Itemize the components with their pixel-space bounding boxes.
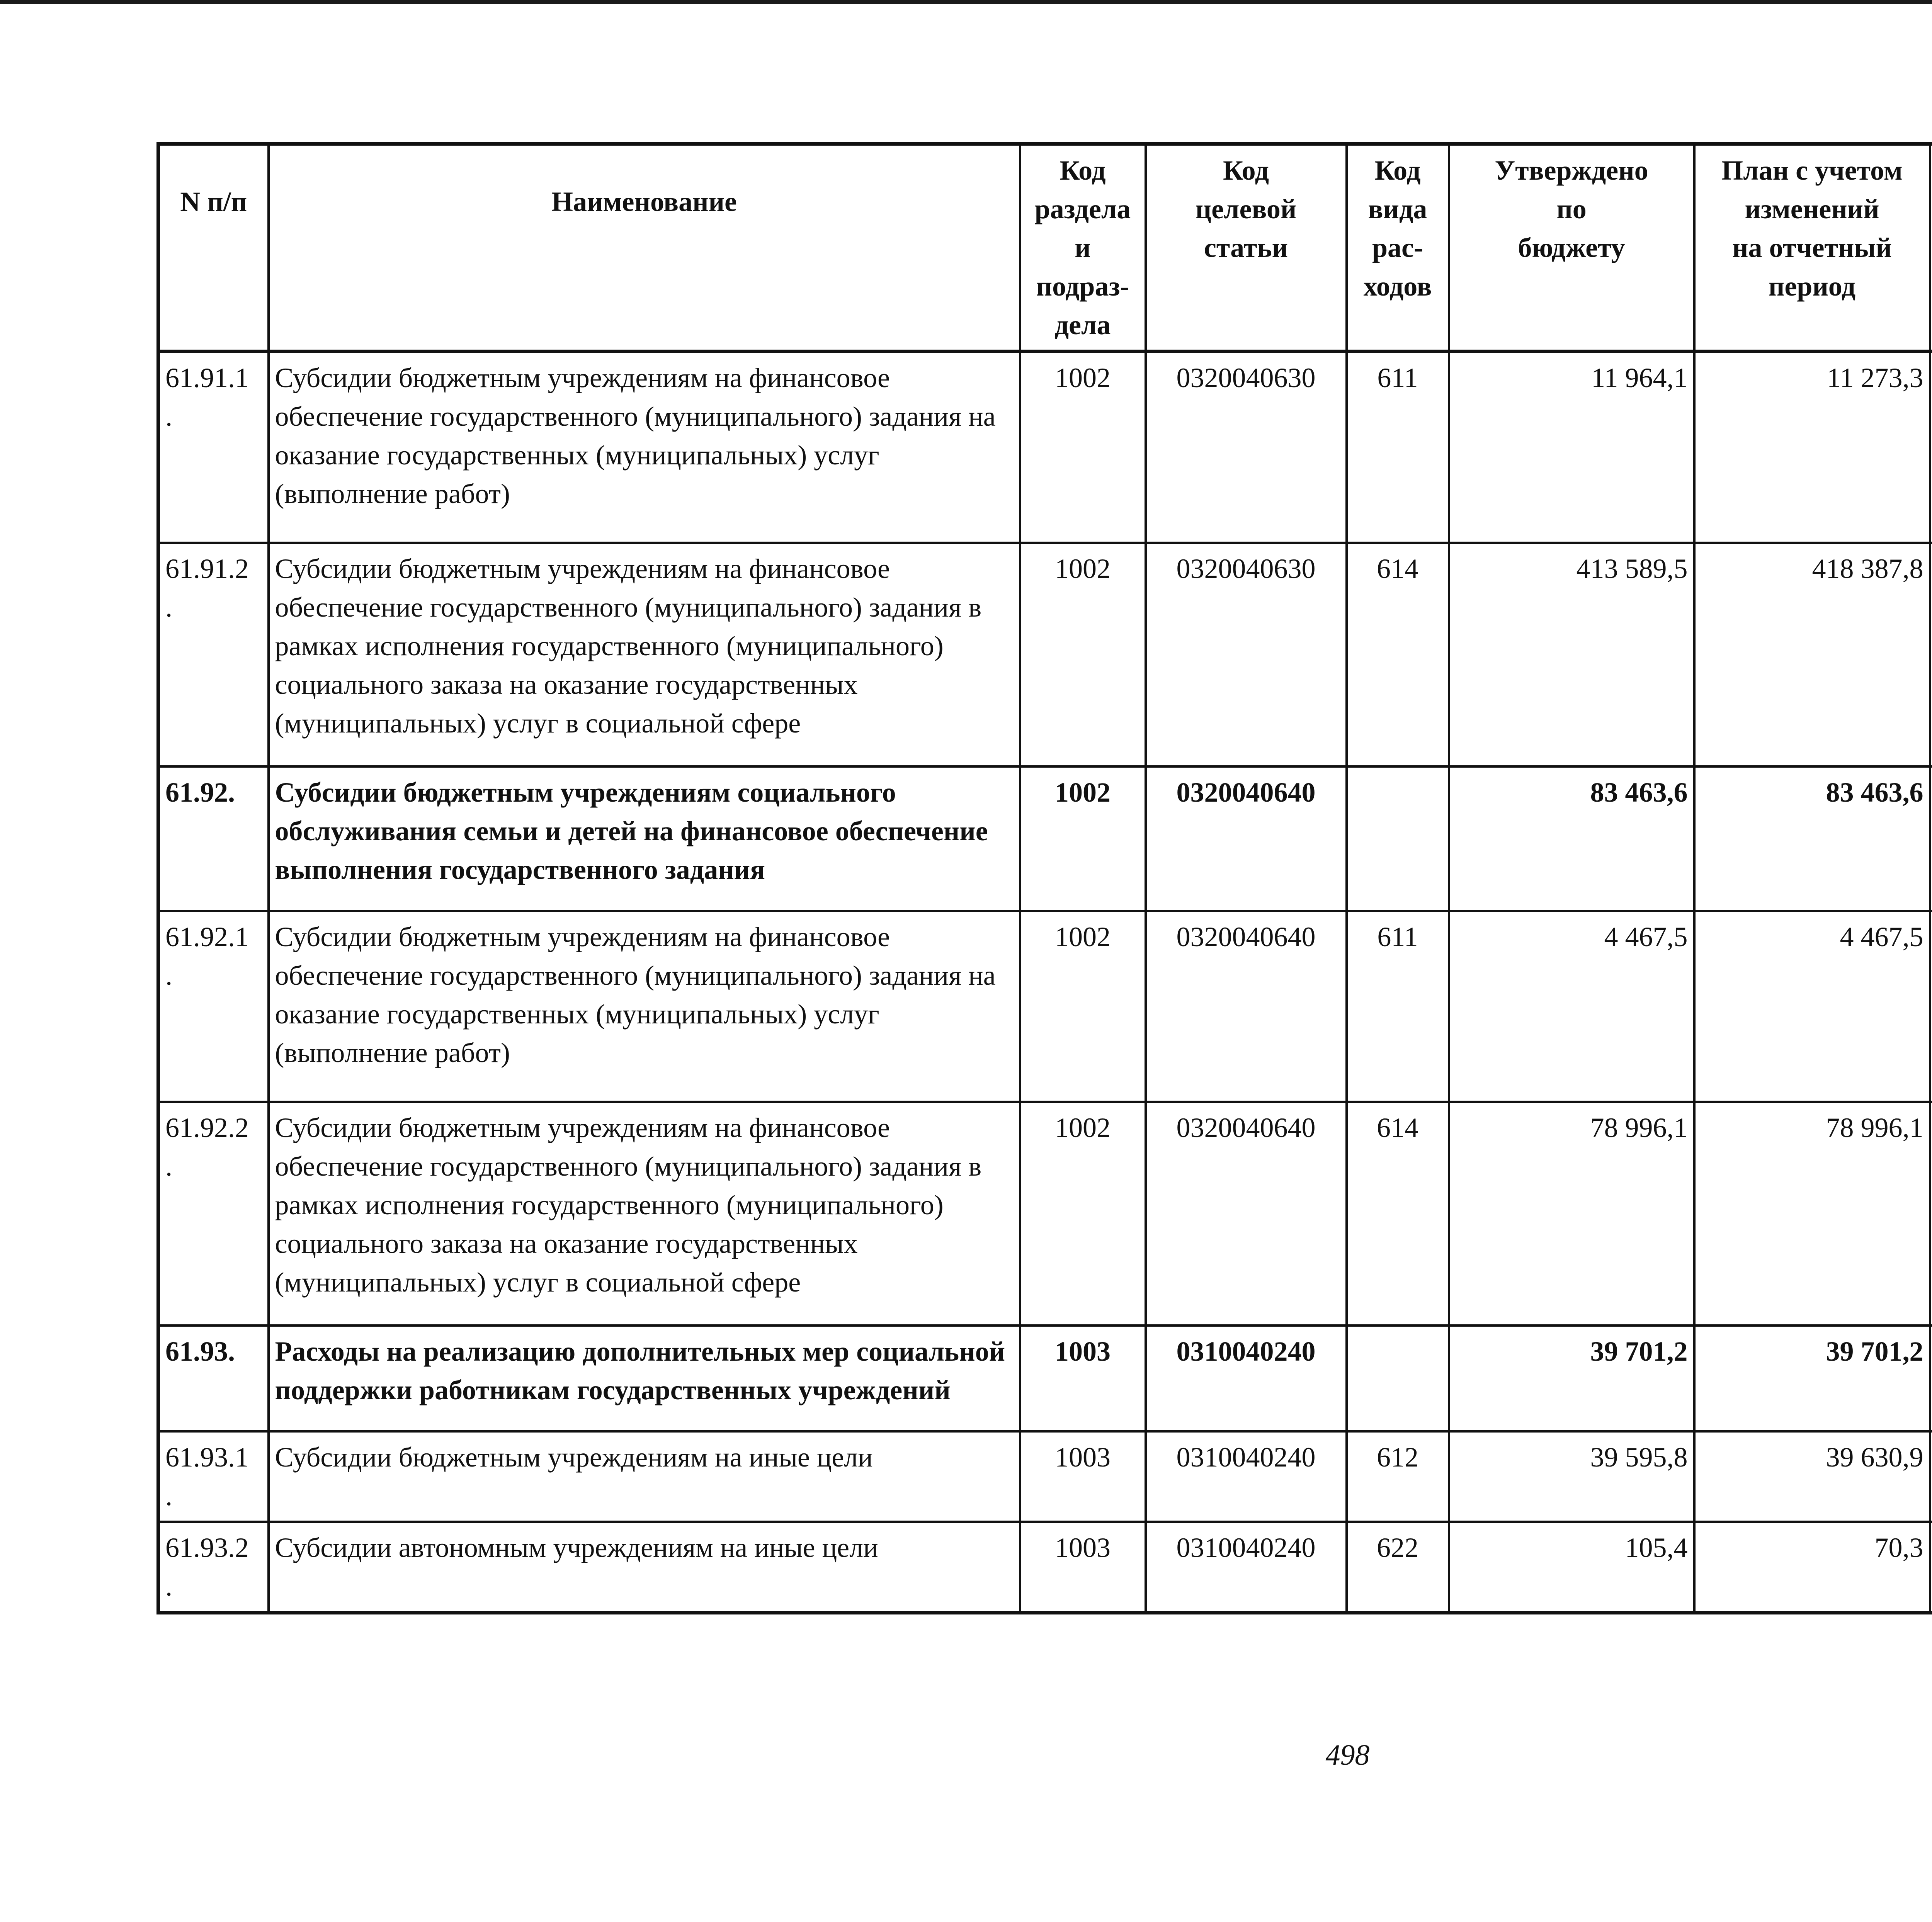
table-row (158, 1326, 1932, 1431)
row-target-code: 0310040240 (1146, 1522, 1347, 1613)
row-plan: 70,3 (1694, 1522, 1930, 1613)
row-target-code: 0320040640 (1146, 1102, 1347, 1326)
row-section-code: 1002 (1020, 911, 1146, 1102)
table-row (158, 911, 1932, 1102)
row-target-code: 0320040630 (1146, 543, 1347, 766)
header-index: N п/п (158, 144, 269, 352)
row-section-code: 1003 (1020, 1431, 1146, 1522)
row-executed (1930, 1326, 1932, 1431)
row-index: 61.93.1 . (158, 1431, 269, 1522)
row-index: 61.91.1 . (158, 352, 269, 543)
header-target-code: Код целевой статьи (1146, 144, 1347, 352)
row-section-code: 1003 (1020, 1326, 1146, 1431)
row-name: Субсидии бюджетным учреждениям на финансовое обеспечение государственного (муниципального) задания в рамках исполнения государственного (муниципального) социального заказа на оказание государственных (муниципальных) услуг в социальной сфере (269, 543, 1020, 766)
row-name: Субсидии бюджетным учреждениям на финансовое обеспечение государственного (муниципального) задания на оказание государственных (муниципальных) услуг (выполнение работ) (269, 911, 1020, 1102)
row-name: Субсидии бюджетным учреждениям на финансовое обеспечение государственного (муниципального) задания в рамках исполнения государственного (муниципального) социального заказа на оказание государственных (муниципальных) услуг в социальной сфере (269, 1102, 1020, 1326)
row-target-code: 0320040640 (1146, 911, 1347, 1102)
header-section-code: Код раздела и подраз- дела (1020, 144, 1146, 352)
row-expense-code (1347, 766, 1449, 911)
scan-edge-top (0, 0, 1932, 4)
row-approved: 39 701,2 (1449, 1326, 1694, 1431)
table-row (158, 543, 1932, 766)
row-plan: 78 996,1 (1694, 1102, 1930, 1326)
row-approved: 105,4 (1449, 1522, 1694, 1613)
row-expense-code (1347, 1326, 1449, 1431)
row-target-code: 0320040630 (1146, 352, 1347, 543)
header-approved: Утверждено по бюджету (1449, 144, 1694, 352)
row-target-code: 0320040640 (1146, 766, 1347, 911)
row-section-code: 1002 (1020, 1102, 1146, 1326)
header-plan: План с учетом изменений на отчетный период (1694, 144, 1930, 352)
row-executed (1930, 911, 1932, 1102)
table-row (158, 352, 1932, 543)
row-target-code: 0310040240 (1146, 1431, 1347, 1522)
row-target-code: 0310040240 (1146, 1326, 1347, 1431)
table-row (158, 1522, 1932, 1613)
row-approved: 83 463,6 (1449, 766, 1694, 911)
row-plan: 39 701,2 (1694, 1326, 1930, 1431)
row-index: 61.91.2 . (158, 543, 269, 766)
row-expense-code: 622 (1347, 1522, 1449, 1613)
table-row (158, 1431, 1932, 1522)
row-plan: 4 467,5 (1694, 911, 1930, 1102)
row-section-code: 1003 (1020, 1522, 1146, 1613)
budget-execution-table (156, 142, 1932, 1614)
row-name: Субсидии автономным учреждениям на иные цели (269, 1522, 1020, 1613)
row-expense-code: 611 (1347, 352, 1449, 543)
row-index: 61.92. (158, 766, 269, 911)
row-executed (1930, 766, 1932, 911)
page-number: 498 (1325, 1739, 1370, 1771)
header-executed (1930, 144, 1932, 352)
table-row (158, 1102, 1932, 1326)
row-expense-code: 612 (1347, 1431, 1449, 1522)
row-index: 61.93.2 . (158, 1522, 269, 1613)
row-approved: 11 964,1 (1449, 352, 1694, 543)
row-executed (1930, 352, 1932, 543)
row-section-code: 1002 (1020, 543, 1146, 766)
row-approved: 78 996,1 (1449, 1102, 1694, 1326)
row-plan: 11 273,3 (1694, 352, 1930, 543)
row-plan: 39 630,9 (1694, 1431, 1930, 1522)
row-expense-code: 614 (1347, 1102, 1449, 1326)
row-expense-code: 614 (1347, 543, 1449, 766)
table-row (158, 766, 1932, 911)
row-expense-code: 611 (1347, 911, 1449, 1102)
row-section-code: 1002 (1020, 352, 1146, 543)
row-name: Расходы на реализацию дополнительных мер социальной поддержки работникам государственных учреждений (269, 1326, 1020, 1431)
row-approved: 413 589,5 (1449, 543, 1694, 766)
row-name: Субсидии бюджетным учреждениям социального обслуживания семьи и детей на финансовое обеспечение выполнения государственного задания (269, 766, 1020, 911)
row-name: Субсидии бюджетным учреждениям на финансовое обеспечение государственного (муниципального) задания на оказание государственных (муниципальных) услуг (выполнение работ) (269, 352, 1020, 543)
row-executed (1930, 543, 1932, 766)
header-expense-code: Код вида рас- ходов (1347, 144, 1449, 352)
row-index: 61.92.1 . (158, 911, 269, 1102)
row-index: 61.92.2 . (158, 1102, 269, 1326)
row-name: Субсидии бюджетным учреждениям на иные цели (269, 1431, 1020, 1522)
row-executed (1930, 1102, 1932, 1326)
header-row-top (158, 144, 1932, 187)
row-executed (1930, 1431, 1932, 1522)
row-plan: 418 387,8 (1694, 543, 1930, 766)
row-index: 61.93. (158, 1326, 269, 1431)
row-section-code: 1002 (1020, 766, 1146, 911)
header-name: Наименование (269, 144, 1020, 352)
row-approved: 39 595,8 (1449, 1431, 1694, 1522)
row-plan: 83 463,6 (1694, 766, 1930, 911)
row-approved: 4 467,5 (1449, 911, 1694, 1102)
row-executed (1930, 1522, 1932, 1613)
